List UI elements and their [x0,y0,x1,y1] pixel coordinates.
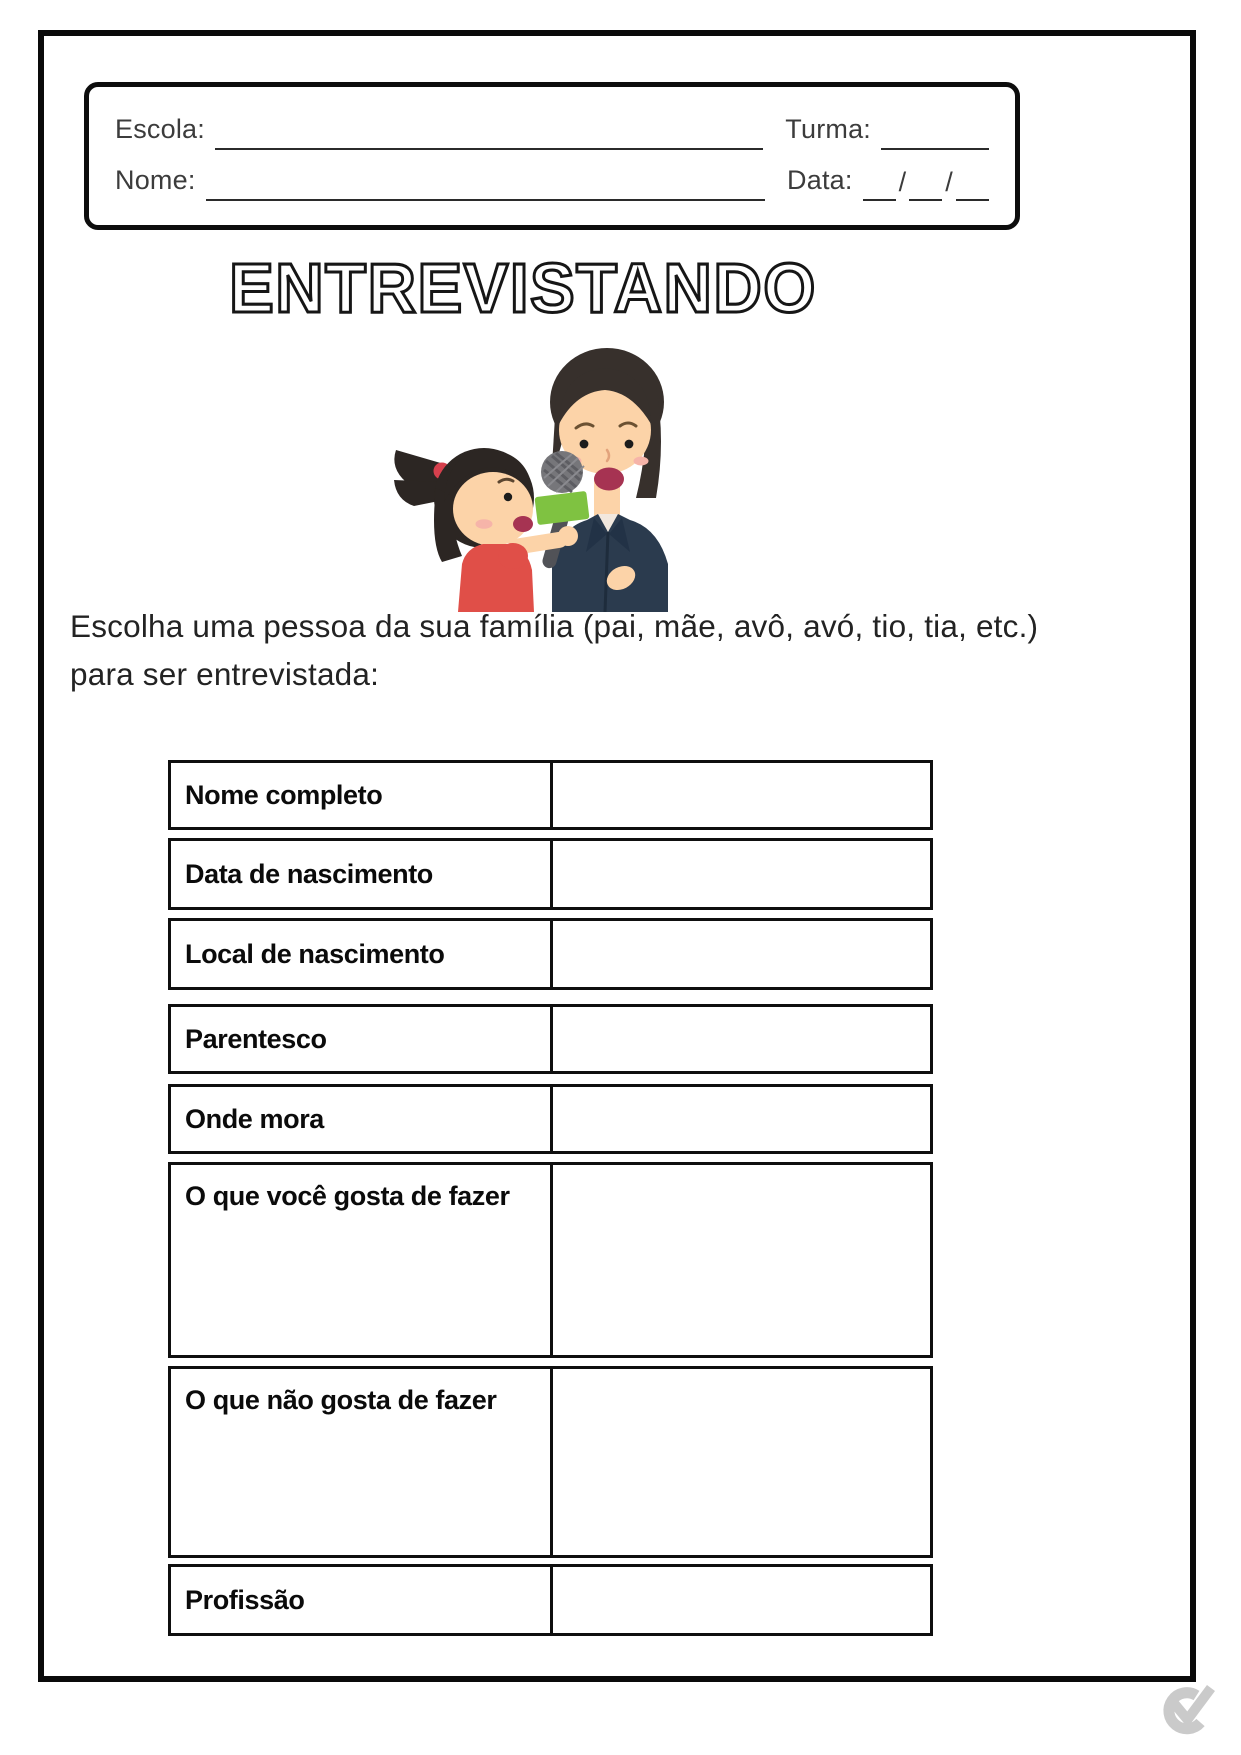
interview-illustration [380,330,672,612]
date-slash: / [898,166,907,197]
row-label: O que você gosta de fazer [171,1165,553,1355]
name-blank-line[interactable] [206,171,766,201]
table-row [168,838,933,910]
date-slash: / [945,166,953,197]
row-label: Local de nascimento [171,921,553,987]
row-label: Data de nascimento [171,841,553,907]
school-class-row [115,114,989,145]
table-row [168,1162,933,1358]
name-date-row [115,165,989,196]
circular-check-logo-icon [1160,1680,1216,1742]
instruction-line-1: Escolha uma pessoa da sua família (pai, mãe, avô, avó, tio, tia, etc.) [70,608,1039,644]
answer-cell[interactable] [553,763,930,827]
answer-cell[interactable] [553,1087,930,1151]
page-title: ENTREVISTANDO [229,249,817,328]
class-label: Turma: [785,114,871,145]
instruction-line-2: para ser entrevistada: [70,656,380,692]
student-info-box [84,82,1020,230]
table-row [168,760,933,830]
answer-cell[interactable] [553,1369,930,1555]
row-label: Nome completo [171,763,553,827]
name-label: Nome: [115,164,196,195]
school-label: Escola: [115,114,205,145]
interview-table [168,760,933,1636]
answer-cell[interactable] [553,841,930,907]
row-label: Parentesco [171,1007,553,1071]
date-month-blank-line[interactable] [909,171,942,201]
class-blank-line[interactable] [881,120,989,150]
table-row [168,1564,933,1636]
table-row [168,1366,933,1558]
date-label: Data: [787,164,853,195]
row-label: Onde mora [171,1087,553,1151]
answer-cell[interactable] [553,921,930,987]
table-row [168,1084,933,1154]
answer-cell[interactable] [553,1165,930,1355]
answer-cell[interactable] [553,1567,930,1633]
date-day-blank-line[interactable] [863,171,896,201]
date-year-blank-line[interactable] [956,171,989,201]
table-row [168,1004,933,1074]
row-label: O que não gosta de fazer [171,1369,553,1555]
instruction-text [70,602,1080,698]
answer-cell[interactable] [553,1007,930,1071]
row-label: Profissão [171,1567,553,1633]
table-row [168,918,933,990]
school-blank-line[interactable] [215,120,763,150]
